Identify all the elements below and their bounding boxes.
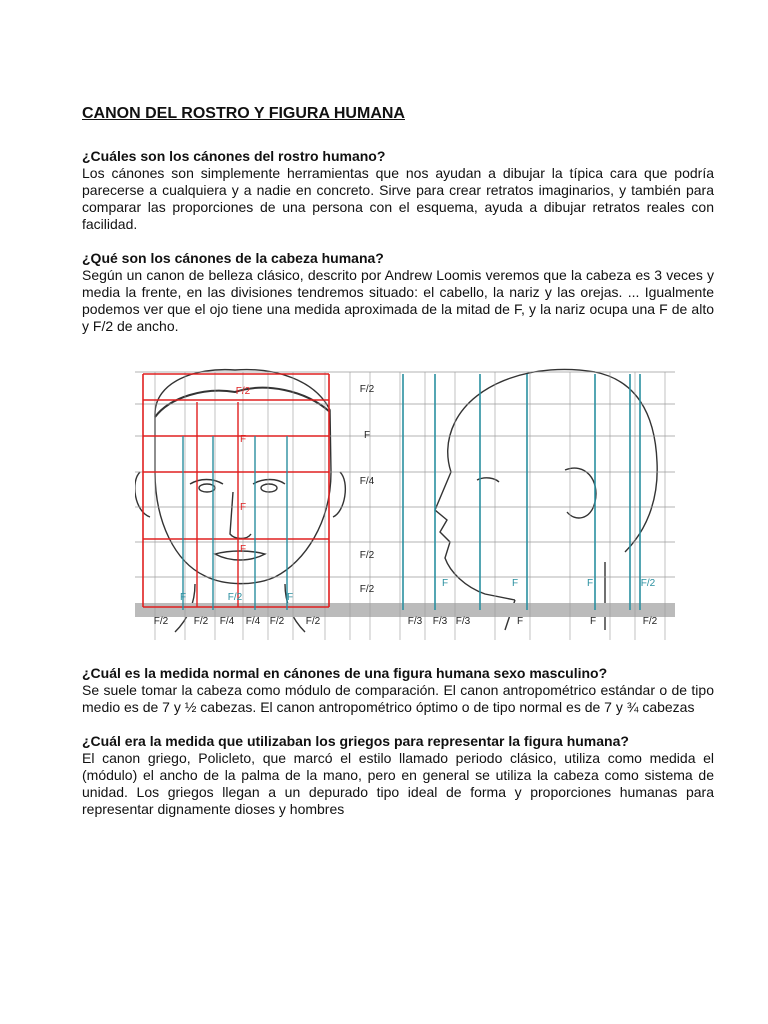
bottom-profile-label: F/3 (407, 616, 423, 627)
row-label: F/2 (359, 384, 375, 395)
front-teal-label: F (286, 592, 294, 603)
bottom-front-label: F/2 (305, 616, 321, 627)
profile-teal-label: F (586, 578, 594, 589)
section-body: Según un canon de belleza clásico, descrito por Andrew Loomis veremos que la cabeza es 3 veces y media la frente, en las divisiones tendremos situado: el cabello, la nariz y las orejas. ... Igualmente podemos ver que el ojo tiene una medida aproximada de la mitad de F, y la nariz ocupa una F de alto y F/2 de ancho. (82, 267, 714, 334)
bottom-front-label: F/4 (245, 616, 261, 627)
section-question: ¿Cuál era la medida que utilizaban los griegos para representar la figura humana? (82, 733, 629, 749)
profile-teal-label: F/2 (640, 578, 656, 589)
section-head-canons (82, 250, 714, 335)
document-title: CANON DEL ROSTRO Y FIGURA HUMANA (82, 105, 405, 122)
bottom-profile-label: F/2 (642, 616, 658, 627)
bottom-front-label: F/2 (193, 616, 209, 627)
section-question: ¿Cuál es la medida normal en cánones de una figura humana sexo masculino? (82, 665, 608, 681)
face-proportion-figure (135, 362, 675, 640)
face-proportion-diagram (135, 362, 675, 640)
bottom-profile-label: F/3 (432, 616, 448, 627)
bottom-front-label: F/4 (219, 616, 235, 627)
row-label: F/4 (359, 476, 375, 487)
profile-teal-label: F (441, 578, 449, 589)
bottom-profile-label: F (516, 616, 524, 627)
front-teal-label: F/2 (227, 592, 243, 603)
bottom-front-label: F/2 (269, 616, 285, 627)
profile-teal-label: F (511, 578, 519, 589)
section-question: ¿Cuáles son los cánones del rostro humano? (82, 148, 386, 164)
section-question: ¿Qué son los cánones de la cabeza humana? (82, 250, 384, 266)
front-red-label: F/2 (235, 386, 251, 397)
lower-sections (82, 665, 714, 835)
section-greek-canon (82, 733, 714, 818)
section-face-canons (82, 148, 714, 233)
row-label: F/2 (359, 550, 375, 561)
section-body: Los cánones son simplemente herramientas que nos ayudan a dibujar la típica cara que podría parecerse a cualquiera y a nadie en concreto. Sirve para crear retratos imaginarios, y también para comparar las proporciones de una persona con el esquema, ayuda a dibujar retratos reales con facilidad. (82, 165, 714, 232)
section-male-figure-canon (82, 665, 714, 716)
section-body: Se suele tomar la cabeza como módulo de comparación. El canon antropométrico estándar o de tipo medio es de 7 y ½ cabezas. El canon antropométrico óptimo o de tipo normal es de 7 y ¾ cabezas (82, 682, 714, 715)
section-body: El canon griego, Policleto, que marcó el estilo llamado periodo clásico, utiliza como medida el (módulo) el ancho de la palma de la mano, pero en general se utiliza la cabeza como sistema de unidad. Los griegos llegan a un depurado tipo ideal de forma y proporciones humanas para representar dignamente dioses y hombres (82, 750, 714, 817)
bottom-front-label: F/2 (153, 616, 169, 627)
bottom-profile-label: F (589, 616, 597, 627)
front-red-label: F (239, 544, 247, 555)
front-red-label: F (239, 434, 247, 445)
row-label: F (363, 430, 371, 441)
row-label: F/2 (359, 584, 375, 595)
bottom-profile-label: F/3 (455, 616, 471, 627)
front-red-label: F (239, 502, 247, 513)
front-teal-label: F (179, 592, 187, 603)
document-page (82, 104, 714, 352)
